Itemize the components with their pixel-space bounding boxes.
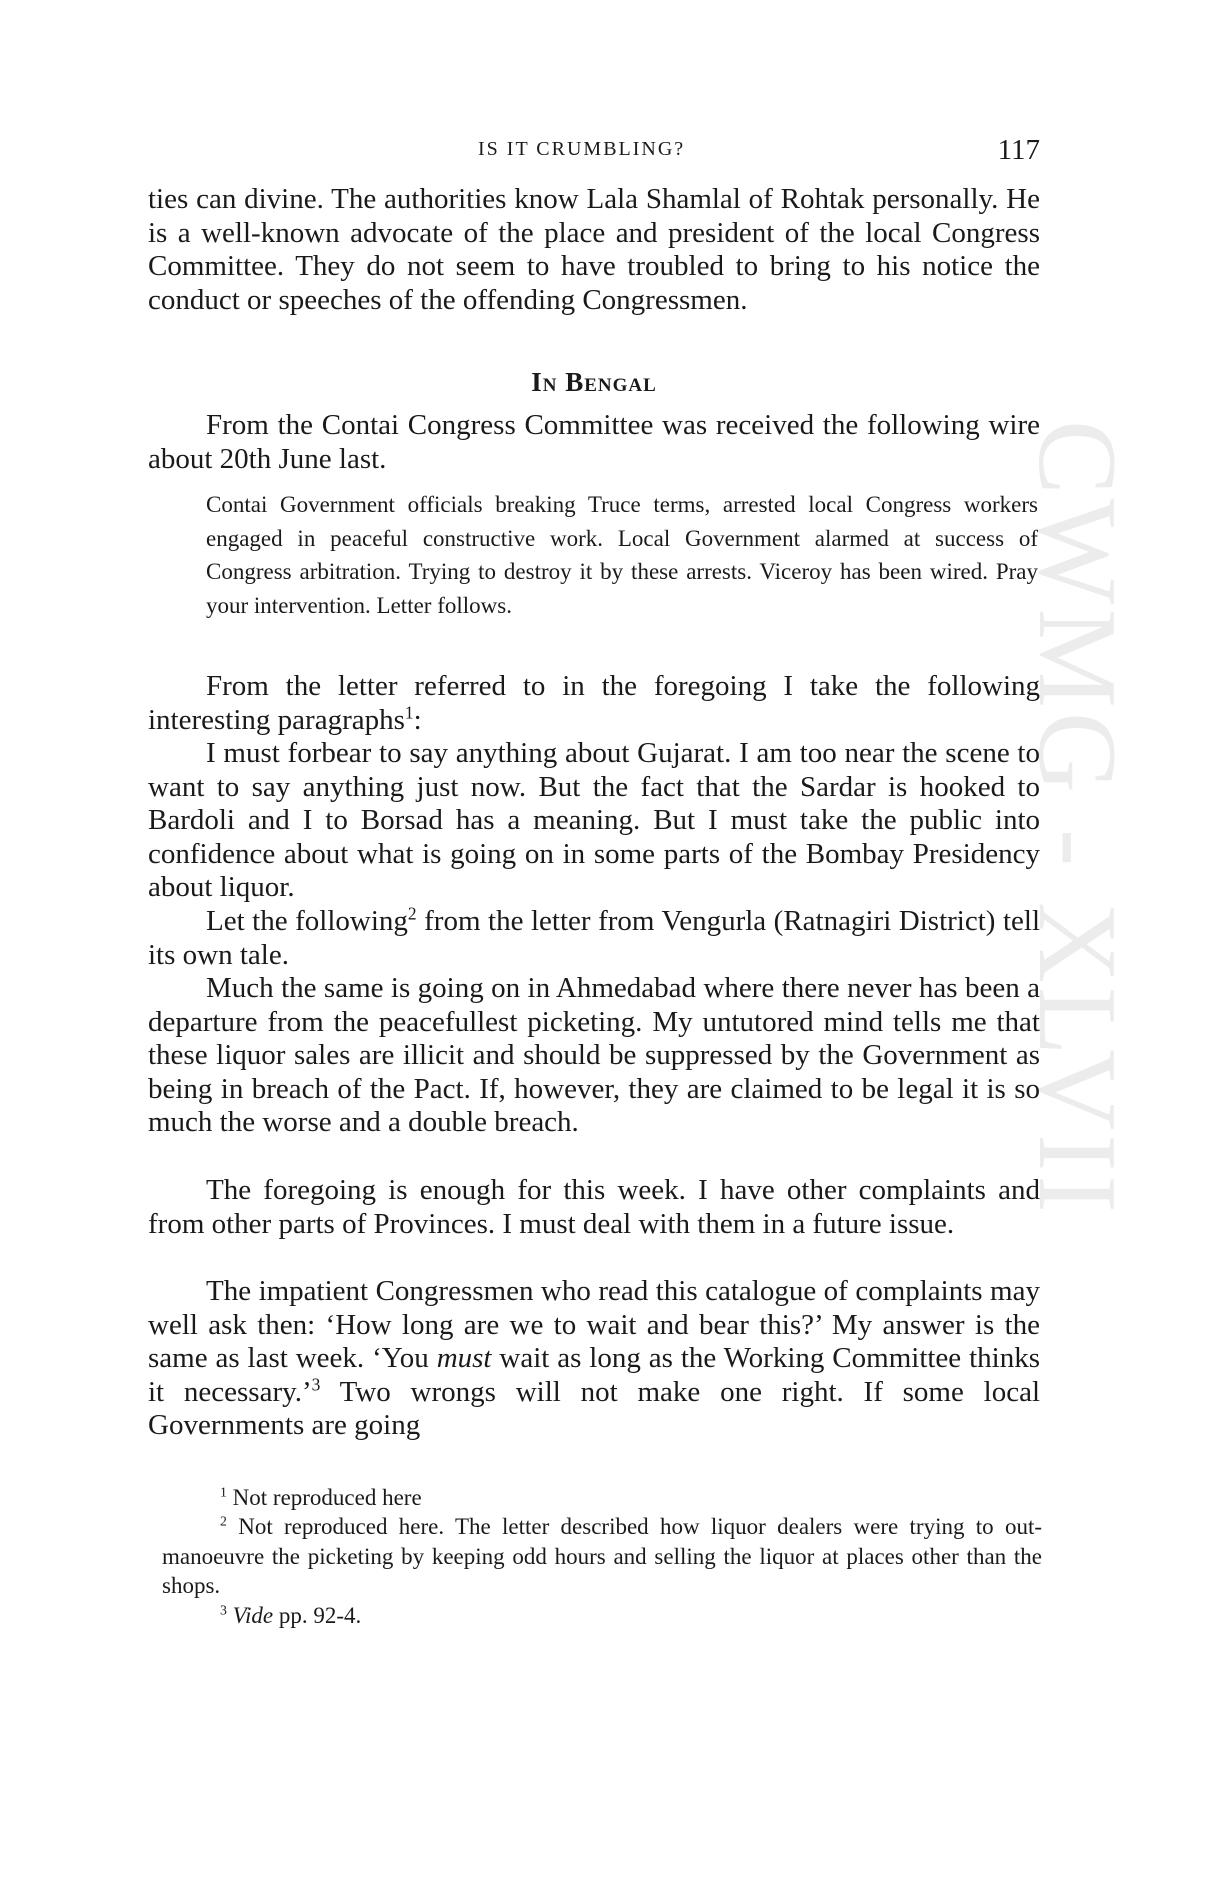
footnote-2 [162,1512,1042,1601]
paragraph-gujarat: I must forbear to say anything about Gujarat. I am too near the scene to want to say anything just now. But the fact that the Sardar is hooked to Bardoli and I to Borsad has a meaning. But I must take the public into confidence about what is going on in some parts of the Bombay Presidency about liquor. [148,737,1040,904]
paragraph-impatient-text-b: wait as long as the Working Committee thinks it necessary.’ [148,1342,1040,1408]
paragraph-ahmedabad: Much the same is going on in Ahmedabad where there never has been a departure from the peacefullest picketing. My untutored mind tells me that these liquor sales are illicit and should be suppressed by the Government as being in breach of the Pact. If, however, they are claimed to be legal it is so much the worse and a double breach. [148,972,1040,1139]
footnote-ref-2: 2 [407,903,417,924]
footnote-marker-2: 2 [220,1513,227,1529]
paragraph-vengurla-text-a: Let the following [206,905,408,937]
cwmg-watermark: CWMG - XLVII [1015,420,1139,1217]
paragraph-impatient-text-a: The impatient Congressmen who read this catalogue of complaints may well ask then: ‘How long are we to wait and bear this?’ My answer is the same as last week. ‘You [148,1275,1040,1375]
page-number: 117 [997,134,1040,166]
footnote-2-text: Not reproduced here. The letter described how liquor dealers were trying to out-manoeuvre the picketing by keeping odd hours and selling the liquor at places other than the shops. [162,1514,1042,1598]
footnote-ref-1: 1 [404,701,414,722]
paragraph-letter-colon: : [413,703,422,736]
running-head [148,134,1040,166]
footnote-marker-3: 3 [220,1602,227,1618]
footnote-3-vide: Vide [232,1603,274,1628]
footnote-marker-1: 1 [220,1484,227,1500]
footnote-3 [162,1601,1042,1631]
telegram-quote: Contai Government officials breaking Truce terms, arrested local Congress workers engaged in peaceful constructive work. Local Government alarmed at success of Congress arbitration. Trying to destroy it by these arrests. Viceroy has been wired. Pray your intervention. Letter follows. [206,492,1038,618]
section-heading: In Bengal [531,367,657,397]
paragraph-vengurla [148,905,1040,972]
paragraph-letter [148,670,1040,737]
footnote-ref-3: 3 [311,1374,321,1395]
footnote-1-text: Not reproduced here [232,1485,422,1510]
emphasis-must: must [436,1342,492,1375]
running-title: IS IT CRUMBLING? [478,138,686,160]
paragraph-continuation: ties can divine. The authorities know Lala Shamlal of Rohtak personally. He is a well-known advocate of the place and president of the local Congress Committee. They do not seem to have troubled to bring to his notice the conduct or speeches of the offending Congressmen. [148,183,1040,316]
paragraph-impatient [148,1275,1040,1443]
footnote-1 [162,1483,1042,1513]
paragraph-foregoing: The foregoing is enough for this week. I have other complaints and from other parts of Provinces. I must deal with them in a future issue. [148,1174,1040,1240]
paragraph-vengurla-text-b: from the letter from Vengurla (Ratnagiri District) tell its own tale. [148,905,1040,971]
paragraph-letter-text: From the letter referred to in the foregoing I take the following interesting paragraphs [148,670,1040,736]
footnote-3-text: pp. 92-4. [273,1603,362,1628]
paragraph-contai: From the Contai Congress Committee was received the following wire about 20th June last. [148,409,1040,475]
paragraph-impatient-text-c: Two wrongs will not make one right. If some local Governments are going [148,1375,1041,1442]
